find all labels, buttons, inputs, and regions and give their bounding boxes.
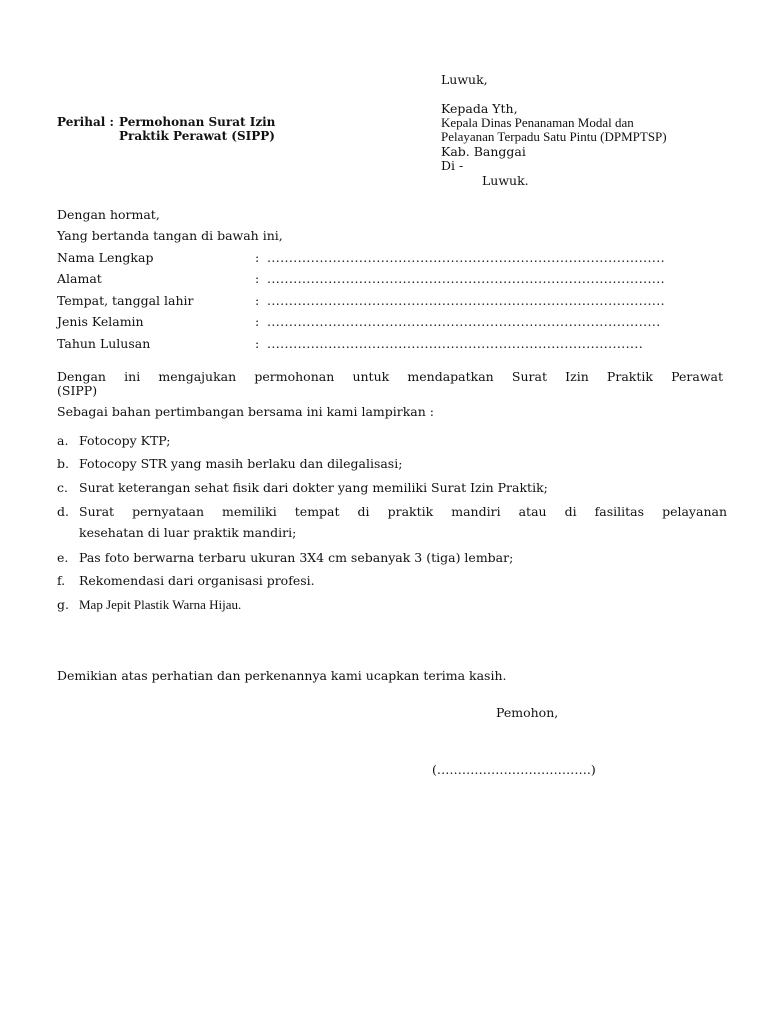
field-label: Tahun Lulusan — [57, 336, 151, 351]
list-item — [57, 456, 727, 474]
list-item — [57, 504, 727, 544]
recipient-line: Pelayanan Terpadu Satu Pintu (DPMPTSP) — [441, 129, 667, 144]
list-marker: d. — [57, 504, 69, 519]
list-marker: f. — [57, 573, 66, 588]
list-item — [57, 480, 727, 498]
list-item — [57, 433, 727, 451]
recipient-line: Kepala Dinas Penanaman Modal dan — [441, 115, 634, 130]
field-blank: ........................................................................................... — [267, 293, 665, 308]
list-text: Fotocopy KTP; — [79, 433, 171, 448]
intro-text: Yang bertanda tangan di bawah ini, — [57, 228, 283, 243]
field-colon: : — [255, 293, 260, 308]
list-marker: b. — [57, 456, 69, 471]
field-label: Nama Lengkap — [57, 250, 154, 265]
list-marker: g. — [57, 597, 69, 612]
field-blank: .......................................................................................... — [267, 314, 661, 329]
field-colon: : — [255, 314, 260, 329]
field-row-address — [57, 271, 727, 289]
field-colon: : — [255, 336, 260, 351]
recipient-line: Kepada Yth, — [441, 101, 518, 116]
list-item — [57, 597, 727, 615]
field-row-graduation — [57, 336, 727, 354]
field-label: Jenis Kelamin — [57, 314, 144, 329]
list-item — [57, 550, 727, 568]
list-text: Fotocopy STR yang masih berlaku dan dilegalisasi; — [79, 456, 403, 471]
recipient-line: Kab. Banggai — [441, 144, 526, 159]
field-row-gender — [57, 314, 727, 332]
field-label: Alamat — [57, 271, 102, 286]
field-row-name — [57, 250, 727, 268]
recipient-line: Luwuk. — [482, 173, 529, 188]
list-text: Rekomendasi dari organisasi profesi. — [79, 573, 315, 588]
request-text-cont: (SIPP) — [57, 383, 98, 398]
subject-line: Permohonan Surat Izin — [119, 115, 276, 129]
field-blank: ...................................................................................... — [267, 336, 644, 351]
list-text: Surat pernyataan memiliki tempat di praktik mandiri atau di fasilitas pelayanan — [79, 504, 727, 519]
applicant-label: Pemohon, — [496, 705, 559, 720]
recipient-line: Di - — [441, 158, 464, 173]
list-marker: e. — [57, 550, 69, 565]
list-text: Pas foto berwarna terbaru ukuran 3X4 cm sebanyak 3 (tiga) lembar; — [79, 550, 514, 565]
field-colon: : — [255, 250, 260, 265]
list-text-cont: kesehatan di luar praktik mandiri; — [79, 525, 297, 540]
request-text: Dengan ini mengajukan permohonan untuk mendapatkan Surat Izin Praktik Perawat — [57, 369, 723, 384]
list-marker: c. — [57, 480, 68, 495]
subject-line: Praktik Perawat (SIPP) — [119, 129, 275, 143]
signature-line: (……………………………….) — [432, 762, 596, 777]
subject-label: Perihal : — [57, 115, 114, 129]
attachments-intro: Sebagai bahan pertimbangan bersama ini kami lampirkan : — [57, 404, 434, 419]
closing-text: Demikian atas perhatian dan perkenannya kami ucapkan terima kasih. — [57, 668, 507, 683]
field-blank: ........................................................................................... — [267, 271, 665, 286]
field-blank: ........................................................................................... — [267, 250, 665, 265]
list-text: Surat keterangan sehat fisik dari dokter yang memiliki Surat Izin Praktik; — [79, 480, 548, 495]
list-item — [57, 573, 727, 591]
field-label: Tempat, tanggal lahir — [57, 293, 194, 308]
list-text: Map Jepit Plastik Warna Hijau. — [79, 597, 242, 612]
list-marker: a. — [57, 433, 69, 448]
field-colon: : — [255, 271, 260, 286]
place-date: Luwuk, — [441, 72, 488, 87]
field-row-birth — [57, 293, 727, 311]
greeting: Dengan hormat, — [57, 207, 160, 222]
